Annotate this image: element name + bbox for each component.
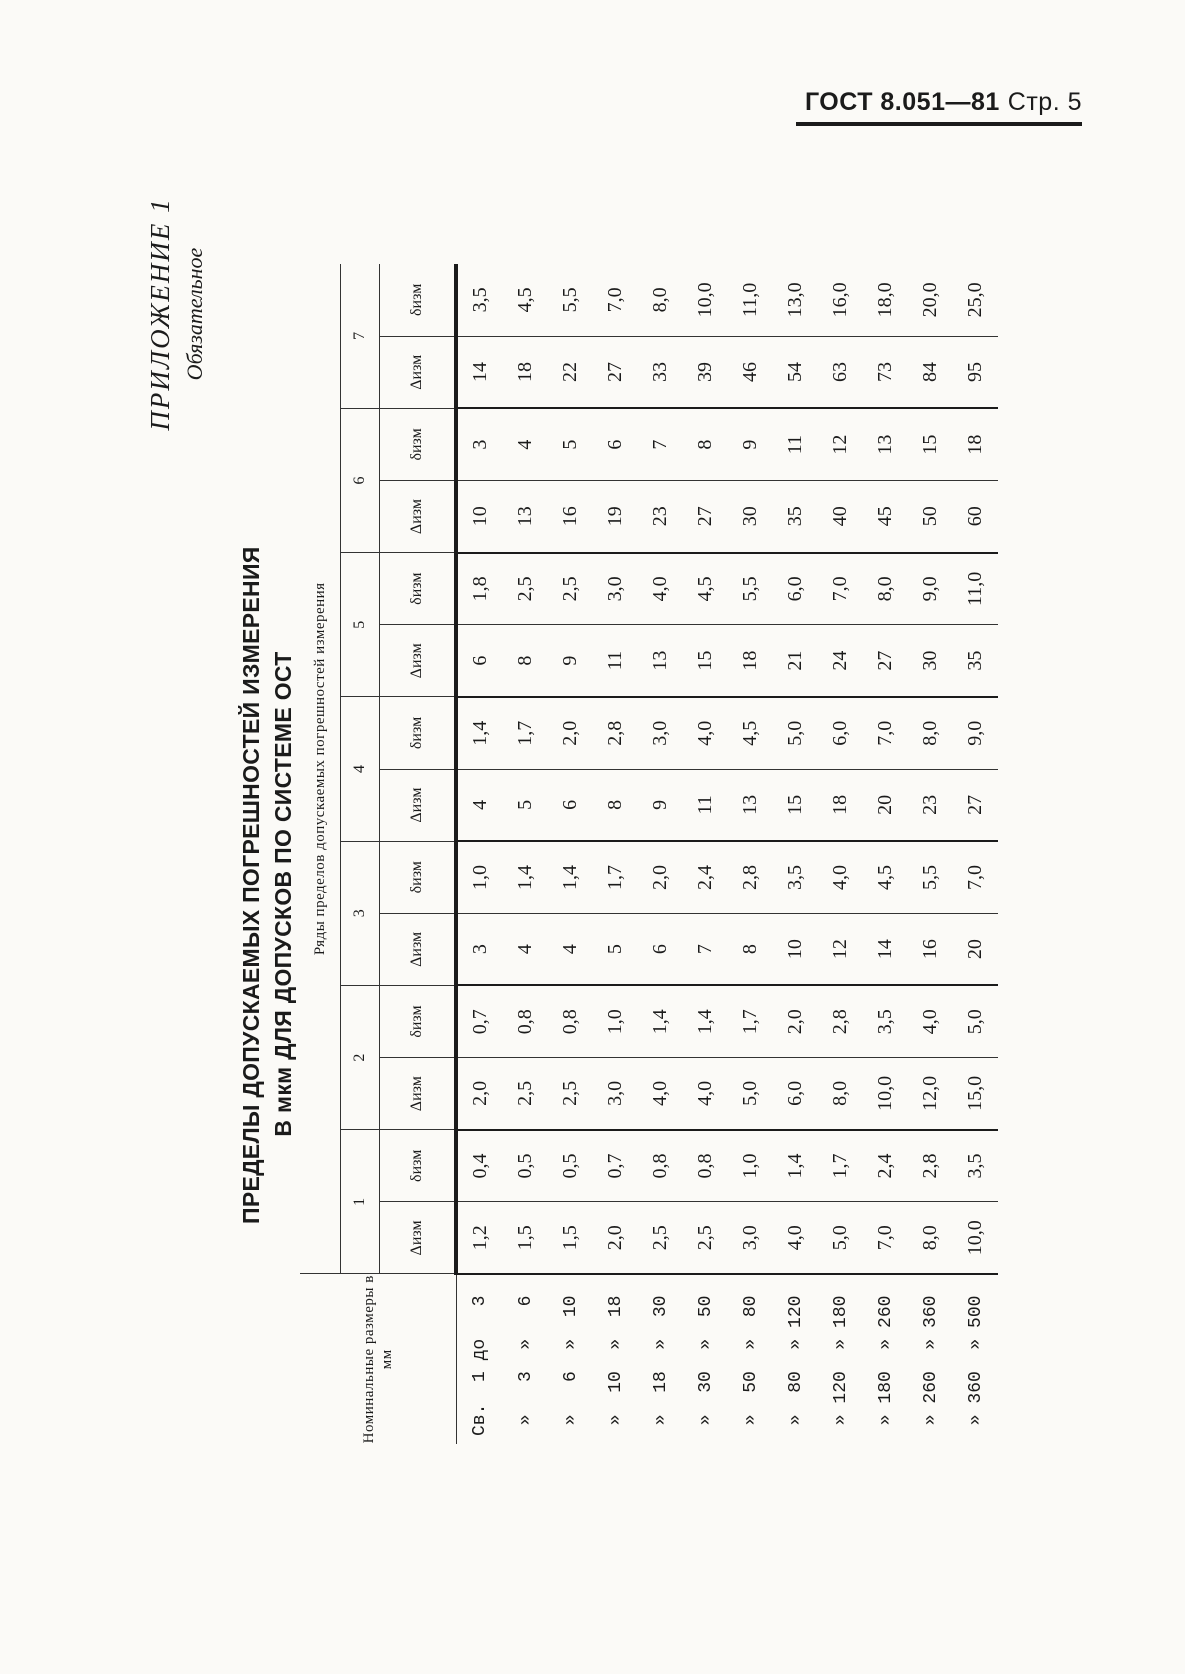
size-range-cell: » 10 » 18 [605,1295,626,1436]
value-cell: 63 [818,336,863,408]
value-cell: 11 [593,625,638,697]
value-cell: 2,5 [548,553,593,625]
value-cell: 9 [548,625,593,697]
value-cell: 39 [683,336,728,408]
table-row [773,264,818,1444]
value-cell: 3,0 [593,553,638,625]
appendix-subtitle: Обязательное [182,247,207,381]
value-cell: 4,0 [773,1202,818,1274]
value-cell: 15 [773,769,818,841]
value-cell: 13,0 [773,264,818,336]
page-header [805,88,1082,117]
size-range-cell: » 120 » 180 [830,1295,851,1436]
value-cell: 2,0 [548,697,593,769]
value-cell: 9 [728,408,773,480]
value-cell: 13 [638,625,683,697]
value-cell: 6,0 [773,1058,818,1130]
value-cell: 4,0 [818,841,863,913]
value-cell: 10,0 [953,1202,998,1274]
value-cell: 16 [908,913,953,985]
value-cell: 18 [953,408,998,480]
delta-upper-header: Δизм [380,480,457,552]
value-cell: 35 [953,625,998,697]
value-cell: 5,5 [548,264,593,336]
value-cell: 6,0 [773,553,818,625]
value-cell: 6 [548,769,593,841]
value-cell: 84 [908,336,953,408]
value-cell: 22 [548,336,593,408]
value-cell: 45 [863,480,908,552]
value-cell: 1,4 [456,697,503,769]
value-cell: 27 [863,625,908,697]
appendix-title: ПРИЛОЖЕНИЕ 1 [145,197,175,431]
value-cell: 0,8 [683,1130,728,1202]
table-title-line2: В мкм ДЛЯ ДОПУСКОВ ПО СИСТЕМЕ ОСТ [270,651,296,1137]
value-cell: 4,0 [908,985,953,1057]
value-cell: 7 [638,408,683,480]
value-cell: 1,4 [773,1130,818,1202]
value-cell: 12,0 [908,1058,953,1130]
value-cell: 25,0 [953,264,998,336]
size-range-cell: » 360 » 500 [965,1295,986,1436]
value-cell: 16 [548,480,593,552]
value-cell: 9,0 [908,553,953,625]
series-number: 2 [341,985,380,1129]
value-cell: 12 [818,408,863,480]
value-cell: 27 [593,336,638,408]
value-cell: 2,8 [728,841,773,913]
delta-lower-header: δизм [380,264,457,336]
value-cell: 10,0 [683,264,728,336]
value-cell: 2,8 [593,697,638,769]
value-cell: 4 [503,408,548,480]
size-range-cell: » 180 » 260 [875,1295,896,1436]
table-row [728,264,773,1444]
value-cell: 20,0 [908,264,953,336]
value-cell: 10,0 [863,1058,908,1130]
value-cell: 0,7 [593,1130,638,1202]
value-cell: 7,0 [863,1202,908,1274]
value-cell: 2,0 [638,841,683,913]
value-cell: 23 [908,769,953,841]
value-cell: 8,0 [908,1202,953,1274]
value-cell: 5,0 [818,1202,863,1274]
table-row [638,264,683,1444]
value-cell: 2,4 [683,841,728,913]
value-cell: 2,8 [818,985,863,1057]
table-row [503,264,548,1444]
delta-lower-header: δизм [380,985,457,1057]
value-cell: 18 [503,336,548,408]
value-cell: 73 [863,336,908,408]
value-cell: 24 [818,625,863,697]
delta-upper-header: Δизм [380,769,457,841]
value-cell: 4,5 [728,697,773,769]
value-cell: 5,5 [728,553,773,625]
value-cell: 10 [773,913,818,985]
value-cell: 33 [638,336,683,408]
value-cell: 21 [773,625,818,697]
value-cell: 0,8 [638,1130,683,1202]
value-cell: 4 [503,913,548,985]
table-title-line1: ПРЕДЕЛЫ ДОПУСКАЕМЫХ ПОГРЕШНОСТЕЙ ИЗМЕРЕНИЯ [238,546,264,1224]
delta-lower-header: δизм [380,408,457,480]
value-cell: 46 [728,336,773,408]
delta-upper-header: Δизм [380,1202,457,1274]
value-cell: 2,5 [548,1058,593,1130]
size-range-cell: » 30 » 50 [695,1295,716,1436]
value-cell: 6 [638,913,683,985]
value-cell: 1,2 [456,1202,503,1274]
value-cell: 7,0 [863,697,908,769]
value-cell: 5 [548,408,593,480]
value-cell: 10 [456,480,503,552]
value-cell: 12 [818,913,863,985]
delta-upper-header: Δизм [380,1058,457,1130]
value-cell: 1,7 [503,697,548,769]
value-cell: 9,0 [953,697,998,769]
series-number: 5 [341,553,380,697]
value-cell: 1,0 [456,841,503,913]
size-range-cell: » 18 » 30 [650,1295,671,1436]
value-cell: 8,0 [863,553,908,625]
value-cell: 5,0 [953,985,998,1057]
value-cell: 4,0 [638,553,683,625]
size-column-header: Номинальные размеры в мм [300,1274,456,1444]
value-cell: 1,7 [728,985,773,1057]
value-cell: 13 [728,769,773,841]
value-cell: 6 [456,625,503,697]
value-cell: 4 [548,913,593,985]
table-row [908,264,953,1444]
value-cell: 3 [456,913,503,985]
value-cell: 2,5 [638,1202,683,1274]
value-cell: 7,0 [593,264,638,336]
value-cell: 1,8 [456,553,503,625]
value-cell: 35 [773,480,818,552]
value-cell: 1,4 [638,985,683,1057]
value-cell: 1,7 [593,841,638,913]
page-number: Стр. 5 [1007,88,1082,116]
size-range-cell: » 50 » 80 [740,1295,761,1436]
series-header: Ряды пределов допускаемых погрешностей измерения [300,264,341,1274]
value-cell: 9 [638,769,683,841]
value-cell: 3 [456,408,503,480]
value-cell: 0,7 [456,985,503,1057]
value-cell: 7,0 [953,841,998,913]
value-cell: 15 [908,408,953,480]
value-cell: 7 [683,913,728,985]
value-cell: 60 [953,480,998,552]
value-cell: 4,5 [863,841,908,913]
table-row [456,264,503,1444]
value-cell: 5,5 [908,841,953,913]
value-cell: 20 [953,913,998,985]
value-cell: 2,4 [863,1130,908,1202]
value-cell: 14 [456,336,503,408]
value-cell: 16,0 [818,264,863,336]
value-cell: 54 [773,336,818,408]
value-cell: 18 [728,625,773,697]
value-cell: 7,0 [818,553,863,625]
size-range-cell: Св. 1 до 3 [469,1295,490,1436]
value-cell: 0,5 [503,1130,548,1202]
value-cell: 3,5 [456,264,503,336]
value-cell: 2,5 [503,1058,548,1130]
value-cell: 1,7 [818,1130,863,1202]
delta-lower-header: δизм [380,553,457,625]
series-number: 7 [341,264,380,408]
tolerance-table [300,264,998,1444]
value-cell: 30 [908,625,953,697]
size-range-cell: » 6 » 10 [560,1295,581,1436]
value-cell: 95 [953,336,998,408]
value-cell: 14 [863,913,908,985]
value-cell: 2,5 [683,1202,728,1274]
value-cell: 0,8 [548,985,593,1057]
value-cell: 6,0 [818,697,863,769]
value-cell: 1,0 [593,985,638,1057]
series-number: 1 [341,1130,380,1274]
doc-code: ГОСТ 8.051—81 [804,88,1000,116]
value-cell: 8,0 [818,1058,863,1130]
value-cell: 8 [728,913,773,985]
value-cell: 15 [683,625,728,697]
value-cell: 50 [908,480,953,552]
delta-upper-header: Δизм [380,336,457,408]
value-cell: 5,0 [728,1058,773,1130]
value-cell: 2,5 [503,553,548,625]
value-cell: 1,4 [503,841,548,913]
delta-lower-header: δизм [380,697,457,769]
value-cell: 11,0 [728,264,773,336]
value-cell: 8 [503,625,548,697]
value-cell: 30 [728,480,773,552]
series-number: 3 [341,841,380,985]
value-cell: 4 [456,769,503,841]
delta-upper-header: Δизм [380,913,457,985]
delta-lower-header: δизм [380,841,457,913]
size-range-cell: » 3 » 6 [515,1295,536,1436]
delta-upper-header: Δизм [380,625,457,697]
value-cell: 18,0 [863,264,908,336]
value-cell: 3,0 [593,1058,638,1130]
value-cell: 11 [773,408,818,480]
table-row [593,264,638,1444]
value-cell: 4,0 [683,697,728,769]
series-number: 6 [341,408,380,552]
value-cell: 27 [953,769,998,841]
table-row [818,264,863,1444]
value-cell: 5 [503,769,548,841]
value-cell: 3,5 [773,841,818,913]
rotated-content [90,174,1185,1574]
value-cell: 0,5 [548,1130,593,1202]
table-row [683,264,728,1444]
value-cell: 1,4 [548,841,593,913]
value-cell: 11,0 [953,553,998,625]
value-cell: 8,0 [908,697,953,769]
value-cell: 0,4 [456,1130,503,1202]
value-cell: 2,8 [908,1130,953,1202]
value-cell: 1,5 [548,1202,593,1274]
appendix-label [145,174,208,454]
value-cell: 6 [593,408,638,480]
value-cell: 4,5 [503,264,548,336]
value-cell: 20 [863,769,908,841]
value-cell: 4,0 [683,1058,728,1130]
series-number: 4 [341,697,380,841]
header-rule [796,122,1082,126]
value-cell: 2,0 [593,1202,638,1274]
delta-lower-header: δизм [380,1130,457,1202]
value-cell: 2,0 [773,985,818,1057]
value-cell: 40 [818,480,863,552]
value-cell: 3,5 [863,985,908,1057]
value-cell: 1,5 [503,1202,548,1274]
value-cell: 11 [683,769,728,841]
value-cell: 3,0 [638,697,683,769]
value-cell: 3,0 [728,1202,773,1274]
value-cell: 15,0 [953,1058,998,1130]
value-cell: 8 [593,769,638,841]
value-cell: 4,0 [638,1058,683,1130]
size-range-cell: » 80 » 120 [785,1295,806,1436]
value-cell: 13 [503,480,548,552]
size-range-cell: » 260 » 360 [920,1295,941,1436]
value-cell: 1,0 [728,1130,773,1202]
value-cell: 8 [683,408,728,480]
value-cell: 2,0 [456,1058,503,1130]
value-cell: 4,5 [683,553,728,625]
value-cell: 23 [638,480,683,552]
value-cell: 0,8 [503,985,548,1057]
value-cell: 1,4 [683,985,728,1057]
table-row [953,264,998,1444]
value-cell: 3,5 [953,1130,998,1202]
value-cell: 5,0 [773,697,818,769]
value-cell: 5 [593,913,638,985]
value-cell: 18 [818,769,863,841]
value-cell: 19 [593,480,638,552]
value-cell: 27 [683,480,728,552]
table-row [863,264,908,1444]
value-cell: 8,0 [638,264,683,336]
table-row [548,264,593,1444]
value-cell: 13 [863,408,908,480]
